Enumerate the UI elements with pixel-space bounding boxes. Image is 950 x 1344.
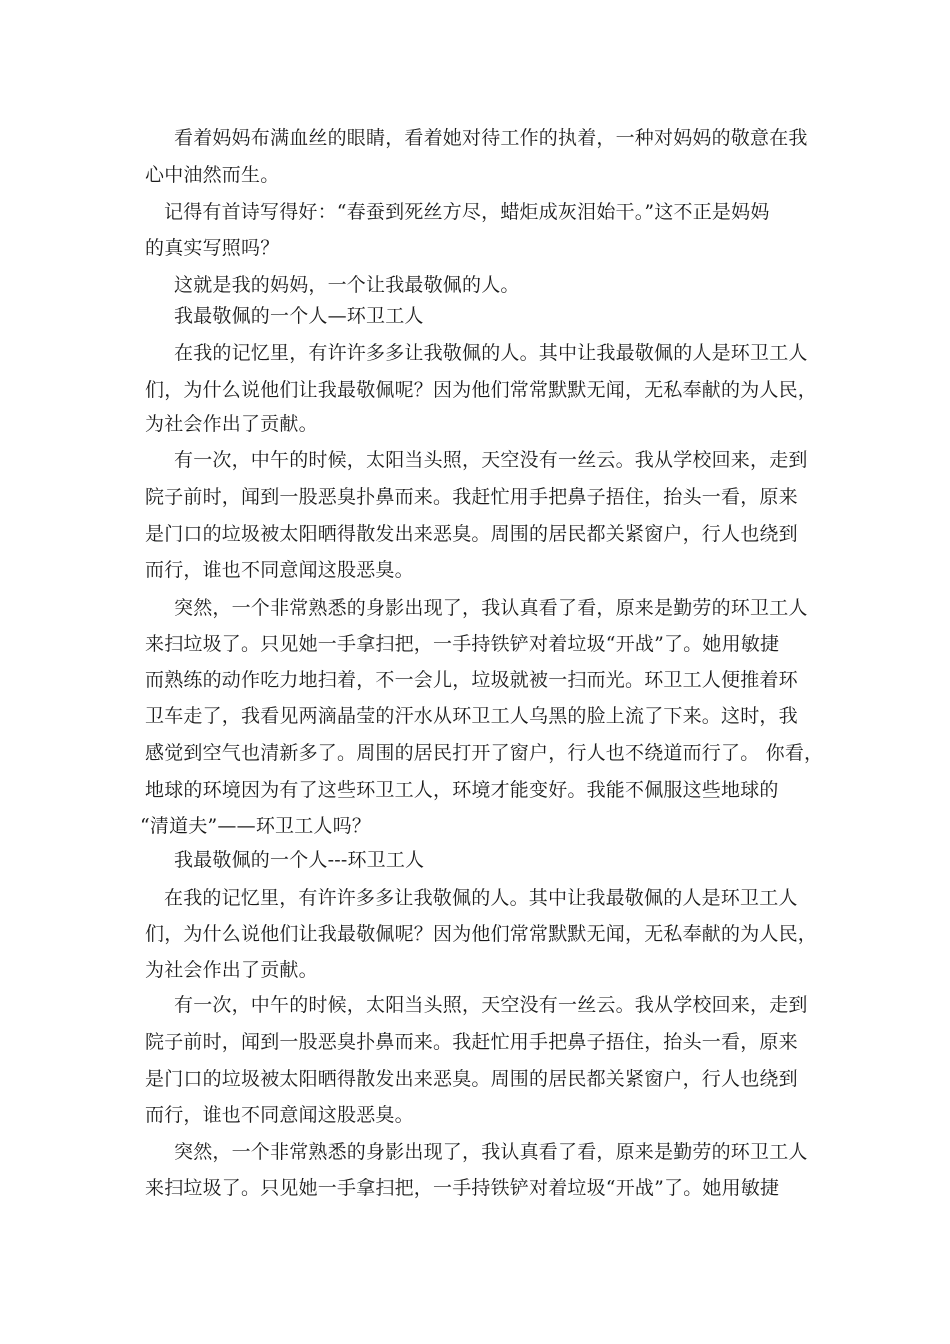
text-line: 的真实写照吗？ <box>145 237 280 259</box>
text-line: 是门口的垃圾被太阳晒得散发出来恶臭。周围的居民都关紧窗户，行人也绕到 <box>145 523 798 545</box>
text-line: 院子前时，闻到一股恶臭扑鼻而来。我赶忙用手把鼻子捂住，抬头一看，原来 <box>145 1031 798 1053</box>
text-line: 这就是我的妈妈，一个让我最敬佩的人。 <box>174 274 520 296</box>
text-line: 突然，一个非常熟悉的身影出现了，我认真看了看，原来是勤劳的环卫工人 <box>174 1141 808 1163</box>
text-line: 看着妈妈布满血丝的眼睛，看着她对待工作的执着，一种对妈妈的敬意在我 <box>174 127 808 149</box>
text-line: 而熟练的动作吃力地扫着，不一会儿，垃圾就被一扫而光。环卫工人便推着环 <box>145 669 798 691</box>
section-heading: 我最敬佩的一个人---环卫工人 <box>174 849 425 871</box>
text-line: 而行，谁也不同意闻这股恶臭。 <box>145 559 414 581</box>
text-line: 来扫垃圾了。只见她一手拿扫把，一手持铁铲对着垃圾“开战”了。她用敏捷 <box>145 1177 780 1199</box>
section-heading: 我最敬佩的一个人—环卫工人 <box>174 305 424 327</box>
text-line: 为社会作出了贡献。 <box>145 959 318 981</box>
text-line: 心中油然而生。 <box>145 164 280 186</box>
text-line: 为社会作出了贡献。 <box>145 413 318 435</box>
text-line: 是门口的垃圾被太阳晒得散发出来恶臭。周围的居民都关紧窗户，行人也绕到 <box>145 1068 798 1090</box>
text-line: 卫车走了，我看见两滴晶莹的汗水从环卫工人乌黑的脸上流了下来。这时，我 <box>145 705 798 727</box>
text-line: 在我的记忆里，有许许多多让我敬佩的人。其中让我最敬佩的人是环卫工人 <box>174 342 808 364</box>
text-line: 记得有首诗写得好：“春蚕到死丝方尽，蜡炬成灰泪始干。”这不正是妈妈 <box>164 201 770 223</box>
text-line: 有一次，中午的时候，太阳当头照，天空没有一丝云。我从学校回来，走到 <box>174 449 808 471</box>
text-line: 们，为什么说他们让我最敬佩呢？因为他们常常默默无闻，无私奉献的为人民， <box>145 923 818 945</box>
text-line: 们，为什么说他们让我最敬佩呢？因为他们常常默默无闻，无私奉献的为人民， <box>145 379 818 401</box>
text-line: 在我的记忆里，有许许多多让我敬佩的人。其中让我最敬佩的人是环卫工人 <box>164 887 798 909</box>
text-line: 来扫垃圾了。只见她一手拿扫把，一手持铁铲对着垃圾“开战”了。她用敏捷 <box>145 633 780 655</box>
text-line: 院子前时，闻到一股恶臭扑鼻而来。我赶忙用手把鼻子捂住，抬头一看，原来 <box>145 486 798 508</box>
text-line: 有一次，中午的时候，太阳当头照，天空没有一丝云。我从学校回来，走到 <box>174 994 808 1016</box>
text-line: “清道夫”——环卫工人吗？ <box>140 815 372 837</box>
text-line: 突然，一个非常熟悉的身影出现了，我认真看了看，原来是勤劳的环卫工人 <box>174 597 808 619</box>
text-line: 感觉到空气也清新多了。周围的居民打开了窗户，行人也不绕道而行了。 你看， <box>145 742 824 764</box>
text-line: 而行，谁也不同意闻这股恶臭。 <box>145 1104 414 1126</box>
text-line: 地球的环境因为有了这些环卫工人，环境才能变好。我能不佩服这些地球的 <box>145 779 779 801</box>
